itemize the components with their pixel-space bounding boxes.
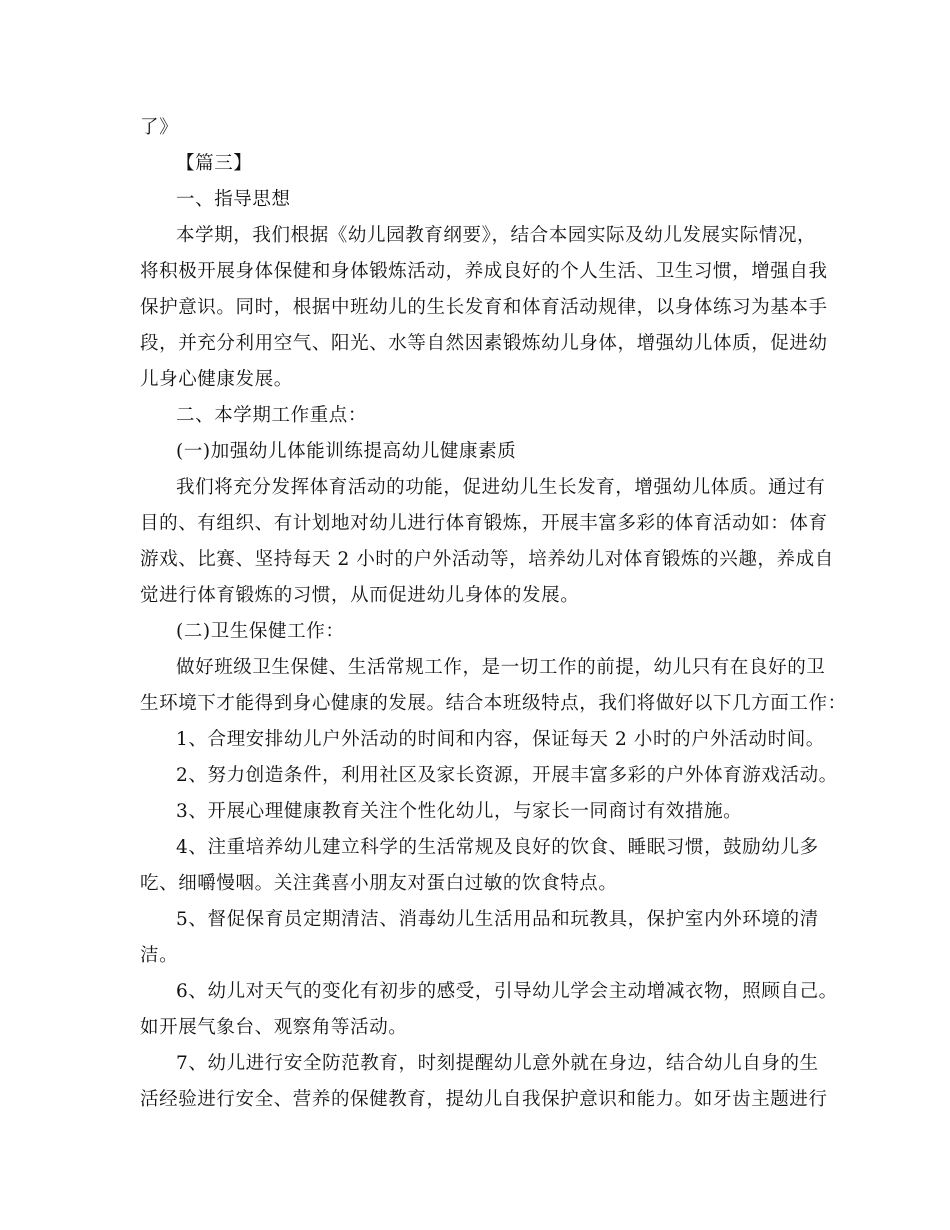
heading-guiding-ideology: 一、指导思想 [176, 189, 291, 210]
list-item: 2、努力创造条件，利用社区及家长资源，开展丰富多彩的户外体育游戏活动。 [176, 765, 838, 786]
paragraph-line: 儿身心健康发展。 [140, 369, 293, 390]
list-item: 1、合理安排幼儿户外活动的时间和内容，保证每天 2 小时的户外活动时间。 [176, 729, 825, 750]
subheading-hygiene: (二)卫生保健工作： [176, 621, 345, 642]
paragraph-line: 觉进行体育锻炼的习惯，从而促进幼儿身体的发展。 [140, 585, 580, 606]
list-item: 6、幼儿对天气的变化有初步的感受，引导幼儿学会主动增减衣物，照顾自己。 [176, 981, 838, 1002]
list-item: 7、幼儿进行安全防范教育，时刻提醒幼儿意外就在身边，结合幼儿自身的生 [176, 1053, 819, 1074]
text-line: 了》 [140, 117, 179, 138]
paragraph-line: 将积极开展身体保健和身体锻炼活动，养成良好的个人生活、卫生习惯，增强自我 [140, 261, 828, 282]
list-item: 4、注重培养幼儿建立科学的生活常规及良好的饮食、睡眠习惯，鼓励幼儿多 [176, 837, 819, 858]
subheading-physical-training: (一)加强幼儿体能训练提高幼儿健康素质 [176, 441, 517, 462]
paragraph-line: 保护意识。同时，根据中班幼儿的生长发育和体育活动规律，以身体练习为基本手 [140, 297, 828, 318]
paragraph-line: 段，并充分利用空气、阳光、水等自然因素锻炼幼儿身体，增强幼儿体质，促进幼 [140, 333, 828, 354]
paragraph-line: 做好班级卫生保健、生活常规工作，是一切工作的前提，幼儿只有在良好的卫 [176, 657, 826, 678]
list-item-continuation: 活经验进行安全、营养的保健教育，提幼儿自我保护意识和能力。如牙齿主题进行 [140, 1089, 828, 1110]
paragraph-line: 我们将充分发挥体育活动的功能，促进幼儿生长发育，增强幼儿体质。通过有 [176, 477, 826, 498]
paragraph-line: 生环境下才能得到身心健康的发展。结合本班级特点，我们将做好以下几方面工作： [140, 693, 847, 714]
list-item-continuation: 如开展气象台、观察角等活动。 [140, 1017, 408, 1038]
section-heading: 【篇三】 [176, 153, 253, 174]
list-item: 5、督促保育员定期清洁、消毒幼儿生活用品和玩教具，保护室内外环境的清 [176, 909, 819, 930]
list-item: 3、开展心理健康教育关注个性化幼儿，与家长一同商讨有效措施。 [176, 801, 743, 822]
paragraph-line: 本学期，我们根据《幼儿园教育纲要》，结合本园实际及幼儿发展实际情况， [176, 225, 817, 246]
paragraph-line: 目的、有组织、有计划地对幼儿进行体育锻炼，开展丰富多彩的体育活动如：体育 [140, 513, 828, 534]
list-item-continuation: 吃、细嚼慢咽。关注龚喜小朋友对蛋白过敏的饮食特点。 [140, 873, 618, 894]
heading-work-focus: 二、本学期工作重点： [176, 405, 368, 426]
list-item-continuation: 洁。 [140, 945, 179, 966]
paragraph-line: 游戏、比赛、坚持每天 2 小时的户外活动等，培养幼儿对体育锻炼的兴趣，养成自 [140, 549, 834, 570]
